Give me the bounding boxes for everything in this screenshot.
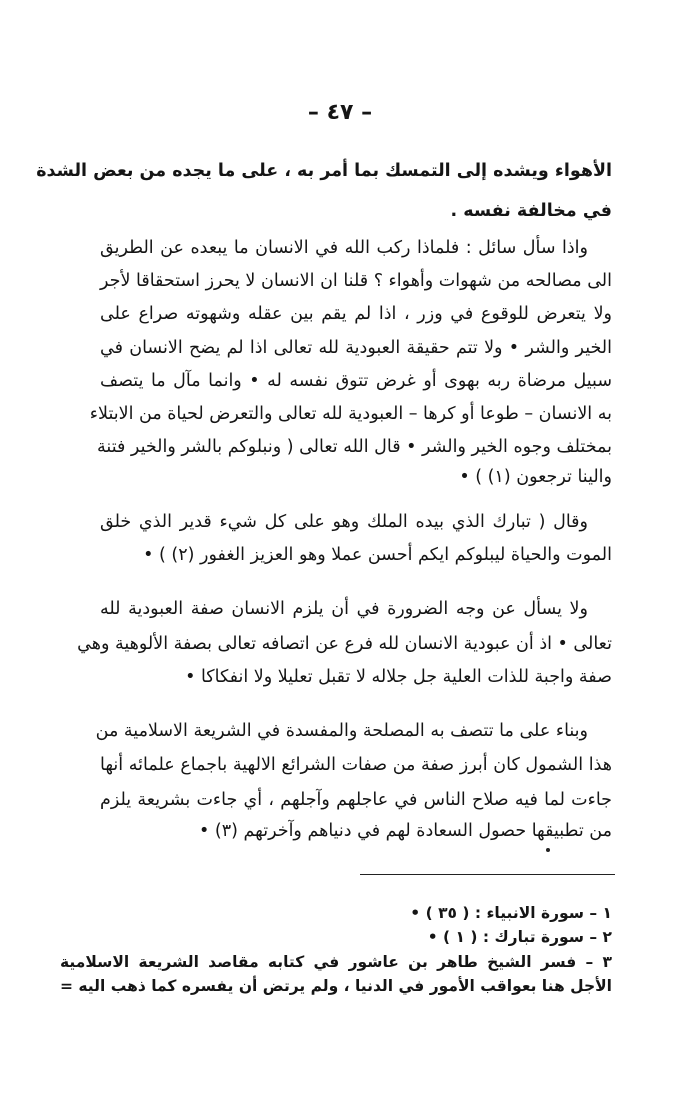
footnote-1: ١ – سورة الانبياء : ( ٣٥ ) • bbox=[410, 904, 612, 922]
text-line: ولا يتعرض للوقوع في وزر ، اذا لم يقم بين عقله وشهوته صراع على bbox=[100, 304, 612, 324]
text-line: من تطبيقها حصول السعادة لهم في دنياهم وآخرتهم (٣) • bbox=[199, 821, 612, 841]
footnote-2: ٢ – سورة تبارك : ( ١ ) • bbox=[427, 928, 612, 946]
text-line: في مخالفة نفسه . bbox=[450, 201, 612, 221]
text-line: الأهواء ويشده إلى التمسك بما أمر به ، على ما يجده من بعض الشدة bbox=[36, 161, 612, 181]
text-line: واذا سأل سائل : فلماذا ركب الله في الانسان ما يبعده عن الطريق bbox=[100, 238, 588, 258]
footnote-separator bbox=[360, 874, 615, 875]
text-line: سبيل مرضاة ربه بهوى أو غرض تتوق نفسه له • وانما مآل ما يتصف bbox=[100, 371, 612, 391]
text-line: به الانسان – طوعا أو كرها – العبودية لله تعالى والتعرض لحياة من الابتلاء bbox=[89, 404, 612, 424]
text-line: جاءت لما فيه صلاح الناس في عاجلهم وآجلهم ، أي جاءت بشريعة يلزم bbox=[100, 790, 612, 810]
stray-dot bbox=[546, 848, 550, 852]
text-line: بمختلف وجوه الخير والشر • قال الله تعالى ( ونبلوكم بالشر والخير فتنة bbox=[97, 437, 612, 457]
text-line: صفة واجبة للذات العلية جل جلاله لا تقبل تعليلا ولا انفكاكا • bbox=[185, 667, 612, 687]
text-line: وقال ( تبارك الذي بيده الملك وهو على كل شيء قدير الذي خلق bbox=[100, 512, 588, 532]
text-line: الخير والشر • ولا تتم حقيقة العبودية لله تعالى اذا لم يضح الانسان في bbox=[100, 338, 612, 358]
footnote-3: ٣ – فسر الشيخ طاهر بن عاشور في كتابه مقاصد الشريعة الاسلامية bbox=[60, 953, 612, 971]
text-line: هذا الشمول كان أبرز صفة من صفات الشرائع الالهية باجماع علمائه أنها bbox=[100, 755, 612, 775]
text-line: الموت والحياة ليبلوكم ايكم أحسن عملا وهو العزيز الغفور (٢) ) • bbox=[143, 545, 612, 565]
text-line: والينا ترجعون (١) ) • bbox=[459, 467, 612, 487]
text-line: وبناء على ما تتصف به المصلحة والمفسدة في الشريعة الاسلامية من bbox=[95, 721, 588, 741]
page-number: – ٤٧ – bbox=[307, 100, 373, 125]
footnote-3-continued: الأجل هنا بعواقب الأمور في الدنيا ، ولم يرتض أن يفسره كما ذهب اليه = bbox=[60, 977, 612, 995]
text-line: تعالى • اذ أن عبودية الانسان لله فرع عن اتصافه تعالى بصفة الألوهية وهي bbox=[77, 634, 612, 654]
text-line: الى مصالحه من شهوات وأهواء ؟ قلنا ان الانسان لا يحرز استحقاقا لأجر bbox=[100, 271, 612, 291]
text-line: ولا يسأل عن وجه الضرورة في أن يلزم الانسان صفة العبودية لله bbox=[100, 599, 588, 619]
